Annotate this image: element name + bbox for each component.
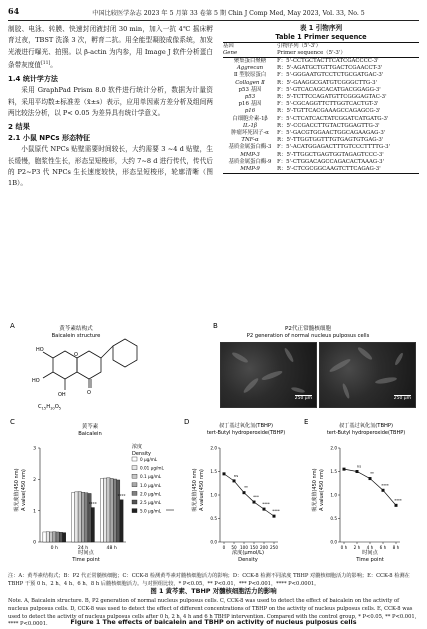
- x-tick-label: 100: [240, 545, 248, 550]
- figure-title-zh: 图 1 黄芩素、TBHP 对髓核细胞活力的影响: [150, 587, 277, 595]
- gene-cell: MMP-3: [240, 151, 260, 158]
- bar: [113, 479, 116, 542]
- y-tick-label: 0.0: [330, 539, 337, 545]
- significance-mark: ****: [272, 508, 280, 514]
- data-point: [253, 501, 256, 504]
- col-header-gene-en: Gene: [223, 50, 238, 56]
- y-tick-label: 0.5: [210, 516, 217, 522]
- table-row: [223, 144, 419, 151]
- panel-b: [213, 322, 370, 339]
- data-point: [233, 479, 236, 482]
- o-label-2: O: [74, 352, 78, 358]
- sequence-cell: R：5'-TTGGCTGAGTGGTAGAGTCCC-3': [277, 151, 384, 158]
- bar: [63, 533, 66, 542]
- gene-cell: MMP-9: [240, 166, 260, 173]
- significance-mark: ****: [88, 501, 97, 507]
- panel-e-title-en: tert-Butyl hydroperoxide(TBHP): [326, 430, 406, 436]
- sequence-cell: F：5'-CTCATCACTATCGGATCATGATG-3': [277, 115, 389, 122]
- x-tick-label: 2 h: [353, 545, 361, 550]
- panel-d: [184, 418, 285, 563]
- primer-table: [223, 42, 419, 174]
- gene-cell: Collagen Ⅱ: [235, 79, 265, 86]
- sequence-cell: F：5'-CGCAGGTTCTTGGTCACTGT-3': [277, 101, 379, 108]
- panel-e: [304, 418, 405, 563]
- bar: [78, 492, 81, 542]
- y-tick-label: 1.5: [210, 469, 217, 475]
- stats-paragraph: 采用 GraphPad Prism 8.0 软件进行统计分析，数据为计量资料，采用平均数±标准差（x̄±s）表示，应用单因素方差分析及组间两两比较法分析，以 P< 0.05 为差异具有统计学意义。: [8, 86, 213, 118]
- panel-b-letter: B: [213, 322, 218, 330]
- y-tick-label: 0.5: [330, 516, 337, 522]
- y-tick-label: 1.0: [210, 492, 217, 498]
- header-rule: [8, 20, 419, 21]
- oh-label-3: OH: [58, 392, 66, 398]
- data-point: [369, 477, 372, 480]
- data-point: [263, 508, 266, 511]
- y-tick-label: 0: [33, 540, 36, 546]
- panel-b-title-en: P2 generation of normal nucleus pulposus cells: [246, 333, 370, 339]
- legend-swatch: [132, 457, 137, 461]
- baicalein-structure: [43, 339, 137, 390]
- y-tick-label: 2: [33, 477, 36, 483]
- bar: [103, 478, 106, 542]
- scale-bar-left: 250 μm: [294, 396, 312, 401]
- sequence-cell: R：5'-TGTTCACGAAAGCCAGAGCG-3': [277, 108, 381, 115]
- table-row: [223, 80, 419, 87]
- panel-c-ylabel-en: A value(450 nm): [21, 469, 27, 511]
- gene-cell: p16: [244, 108, 256, 115]
- significance-mark: ****: [262, 501, 270, 507]
- oh-label-1: HO: [36, 347, 44, 353]
- sequence-cell: R：5'-TTGGTGGTTTGTGAGTGTGAG-3': [277, 137, 384, 144]
- legend-label: 0.01 μg/mL: [140, 465, 164, 471]
- bar: [75, 492, 78, 542]
- panel-d-xlabel-zh: 浓度(μmol/L): [231, 550, 265, 556]
- table-row: [223, 130, 419, 137]
- x-tick-label: 0 h: [50, 546, 58, 551]
- legend-title-en: Density: [132, 451, 152, 457]
- y-tick-label: 1: [33, 509, 36, 515]
- significance-mark: ***: [253, 494, 259, 500]
- panel-c-ylabel-zh: 吸光度值(450 nm): [14, 468, 20, 512]
- data-point: [343, 468, 346, 471]
- panel-c-letter: C: [10, 418, 15, 426]
- figure-title-en: Figure 1 The effects of baicalein and TBHP on activity of nucleus pulposus cells: [70, 618, 357, 626]
- legend-swatch: [132, 474, 137, 478]
- bar: [49, 532, 52, 542]
- gene-cell: Ⅱ 型胶原蛋白: [233, 72, 267, 79]
- bar: [110, 478, 113, 542]
- method-paragraph: [8, 24, 213, 72]
- gene-cell: p53 基因: [238, 86, 262, 93]
- bar: [56, 532, 59, 542]
- table-row: [223, 72, 419, 79]
- section-heading-results: 2 结果: [8, 122, 30, 132]
- x-tick-label: 0 h: [340, 545, 348, 550]
- gene-cell: 基质金属蛋白酶-9: [228, 158, 272, 165]
- left-column: [8, 24, 213, 190]
- legend-label: 2.5 μg/mL: [140, 500, 162, 505]
- legend-swatch: [132, 509, 137, 513]
- table-row: [223, 166, 419, 174]
- table-row: [223, 108, 419, 115]
- data-point: [356, 470, 359, 473]
- x-tick-label: 150: [250, 545, 258, 550]
- bar: [107, 478, 110, 542]
- gene-cell: Aggrecan: [236, 65, 264, 72]
- data-point: [243, 491, 246, 494]
- bar: [43, 532, 46, 542]
- sequence-cell: F：5'-GTCACAGCACATGACGGAGG-3': [277, 86, 381, 93]
- panel-e-xlabel-zh: 时间点: [362, 550, 378, 556]
- bar: [59, 532, 62, 542]
- significance-mark: ns: [356, 463, 362, 469]
- journal-header: 中国比较医学杂志 2023 年 5 月第 33 卷第 5 期 Chin J Comp Med, May 2023, Vol. 33, No. 5: [92, 10, 365, 17]
- x-tick-label: 8 h: [392, 545, 400, 550]
- sequence-cell: F：5'-ACATGGAGACTTTGTCCCTTTTG-3': [277, 144, 391, 151]
- figure-caption-en: Note. A, Baicalein structure. B, P2 generation of normal nucleus pulposus cells. C, CCK-8 was used to detect the effect of baicalein on the activity of nucleus pulposus cells. D, CCK-8 was used to detect the effect of different concentrations of TBHP on the activity of nucleus pulposus cells. E, CCK-8 was used to detect the activity of nucleus pulposus cells after 0 h, 2 h, 4 h and 6 h TBHP intervention. Compared with the control group, * P<0.05, ** P<0.001, **** P<0.0001.: [8, 598, 417, 628]
- bar: [81, 492, 84, 542]
- legend-swatch: [132, 483, 137, 487]
- legend-c: [132, 457, 174, 514]
- sequence-cell: F：5'-GACGTGGAACTGGCAGAAGAG-3': [277, 130, 386, 137]
- scale-bar-right: 250 μm: [393, 396, 411, 401]
- bar: [85, 493, 88, 542]
- table-row: [223, 152, 419, 159]
- figure-caption-zh: 注：A：黄芩素结构式；B：P2 代正常髓核细胞；C：CCK-8 检测黄芩素对髓核细胞活力的影响；D：CCK-8 检测不同浓度 TBHP 对髓核细胞活力的影响；E：CCK-8 检测在 TBHP 干预 0 h、2 h、4 h、6 h、8 h 后髓核细胞活力。与对照组比较，* P<0.05，** P<0.01，*** P<0.001，**** P<0.0001。: [8, 573, 410, 587]
- significance-mark: ****: [381, 482, 389, 488]
- bar: [53, 532, 56, 542]
- series-line: [224, 474, 274, 516]
- sequence-cell: F：5'-GGGAATGTCCTCTGCGATGAC-3': [277, 72, 384, 79]
- table-header-row: [223, 43, 419, 58]
- legend-swatch: [132, 466, 137, 470]
- sequence-cell: R：5'-GAAGGCGATGTCGGGCTTG-3': [277, 79, 378, 86]
- x-tick-label: 6 h: [379, 545, 387, 550]
- panel-b-title-zh: P2代正常髓核细胞: [284, 326, 332, 332]
- data-point: [273, 515, 276, 518]
- chart-d: [210, 446, 280, 550]
- sequence-cell: R：5'-AGATGCTGTTGACTCGAACCT-3': [277, 65, 383, 72]
- gene-cell: p16 基因: [238, 101, 262, 108]
- panel-e-title-zh: 叔丁基过氧化氢(TBHP): [338, 423, 394, 429]
- micrograph-right: [319, 342, 416, 408]
- sequence-cell: R：5'-CTCGCGGCAAGTCTTCAGAG-3': [277, 166, 381, 173]
- panel-d-ylabel-en: A value(450 nm): [199, 469, 205, 511]
- sequence-cell: R：5'-CCGACCTTGTACTGGAGTTG-3': [277, 122, 380, 129]
- o-label-1: O: [87, 390, 91, 396]
- gene-cell: 白细胞介素-1β: [232, 115, 268, 122]
- gene-cell: 肿瘤坏死因子-α: [231, 130, 269, 137]
- panel-c: [10, 418, 174, 563]
- sequence-cell: F：5'-CCTGCTACTTCATCGACCCC-3': [277, 58, 379, 64]
- bar: [120, 500, 123, 542]
- x-tick-label: 24 h: [77, 546, 89, 551]
- bar: [117, 480, 120, 542]
- x-tick-label: 200: [260, 545, 268, 550]
- panel-c-xlabel-zh: 时间点: [78, 550, 94, 556]
- legend-label: 1.0 μg/mL: [140, 482, 162, 488]
- gene-cell: 聚集蛋白聚糖: [233, 58, 267, 64]
- panel-e-ylabel-en: A value(450 nm): [319, 469, 325, 511]
- results-paragraph: 小鼠原代 NPCs 贴壁需要时间较长，大约需要 3 ~4 d 贴壁，生长缓慢，胞浆性生长，形态呈短梭形，大约 7~8 d 进行传代，传代后的 P2~P3 代 NPCs 生长速度较快，形态呈短梭形，轮廓清晰（图 1B）。: [8, 145, 213, 188]
- chart-c: [33, 446, 126, 551]
- legend-title-zh: 浓度: [132, 444, 143, 450]
- table-row: [223, 101, 419, 108]
- legend-swatch: [132, 500, 137, 504]
- primer-table-block: [223, 24, 419, 174]
- significance-mark: **: [370, 470, 374, 476]
- legend-label: 5.0 μg/mL: [140, 508, 162, 514]
- panel-a-title-en: Baicalein structure: [51, 333, 101, 339]
- table-row: [223, 159, 419, 166]
- panel-d-ylabel-zh: 吸光度值(450 nm): [192, 468, 198, 512]
- x-tick-label: 250: [270, 545, 278, 550]
- y-tick-label: 1.5: [330, 469, 337, 475]
- significance-mark: ns: [233, 472, 239, 478]
- bar: [91, 508, 94, 542]
- formula: $C_{15}H_{10}O_5$: [38, 404, 62, 411]
- col-header-seq-en: Primer sequence（5'-3'）: [277, 50, 346, 56]
- col-header-seq: [277, 43, 419, 58]
- figure-1: [8, 320, 419, 628]
- panel-a: [10, 322, 137, 411]
- x-tick-label: 48 h: [106, 546, 117, 551]
- running-header: [8, 6, 419, 18]
- y-tick-label: 2.0: [210, 445, 217, 451]
- table-title-zh: 表 1 引物序列: [299, 24, 343, 32]
- significance-mark: **: [244, 484, 248, 490]
- legend-swatch: [132, 491, 137, 495]
- panel-e-letter: E: [304, 418, 309, 426]
- chart-e: [330, 446, 402, 550]
- data-point: [395, 504, 398, 507]
- y-tick-label: 3: [33, 446, 36, 452]
- table-row: [223, 116, 419, 123]
- gene-cell: TNF-α: [241, 137, 259, 144]
- gene-cell: p53: [244, 94, 256, 101]
- method-text-end: 。: [50, 61, 57, 70]
- col-header-seq-zh: 引物序列（5'-3'）: [277, 43, 322, 49]
- sequence-cell: R：5'-TCTTCCAGATGTTCGGGAGTAC-3': [277, 94, 387, 101]
- method-text: 制胶、电泳、转膜、快速封闭液封闭 30 min，加入一抗 4℃ 摇床孵育过夜，TBST 洗涤 3 次，孵育二抗。用全能型凝胶成像系统，加发光液进行曝光、拍照。以 β-actin 为内参，用 Image J 软件分析蛋白条带灰度值: [8, 25, 213, 70]
- x-tick-label: 4 h: [366, 545, 374, 550]
- y-tick-label: 2.0: [330, 445, 337, 451]
- y-tick-label: 1.0: [330, 492, 337, 498]
- section-heading-stats: 1.4 统计学方法: [8, 74, 58, 83]
- gene-cell: IL-1β: [242, 122, 258, 129]
- panel-e-ylabel-zh: 吸光度值(450 nm): [312, 468, 318, 512]
- bar: [46, 532, 49, 542]
- micrograph-left: [220, 342, 317, 408]
- panel-d-xlabel-en: Density: [238, 557, 258, 563]
- panel-c-title-zh: 黄芩素: [81, 424, 99, 430]
- panel-a-letter: A: [10, 322, 15, 330]
- significance-mark: ****: [117, 493, 126, 499]
- x-tick-label: 50: [231, 545, 237, 550]
- gene-cell: 基质金属蛋白酶-3: [228, 144, 272, 151]
- table-row: [223, 58, 419, 66]
- bar: [72, 492, 75, 542]
- table-row: [223, 87, 419, 94]
- panel-d-title-zh: 叔丁基过氧化氢(TBHP): [218, 423, 274, 429]
- legend-label: 0.1 μg/mL: [140, 474, 162, 480]
- col-header-gene: [223, 43, 277, 58]
- data-point: [223, 472, 226, 475]
- legend-label: 2.0 μg/mL: [140, 491, 162, 497]
- page-number: 64: [8, 6, 20, 16]
- panel-d-letter: D: [184, 418, 190, 426]
- legend-label: 0 μg/mL: [140, 457, 158, 462]
- panel-a-title-zh: 黄芩素结构式: [59, 326, 93, 332]
- legend-significance: ****: [166, 508, 174, 514]
- panel-e-xlabel-en: Time point: [356, 557, 384, 563]
- citation: [11]: [40, 61, 51, 67]
- panel-c-xlabel-en: Time point: [72, 557, 100, 563]
- table-row: [223, 123, 419, 130]
- panel-d-title-en: tert-Butyl hydroperoxide(TBHP): [206, 430, 286, 436]
- data-point: [382, 489, 385, 492]
- table-title-en: Table 1 Primer sequence: [275, 33, 367, 41]
- section-heading-2-1: 2.1 小鼠 NPCs 形态特征: [8, 133, 91, 142]
- significance-mark: ****: [394, 497, 402, 503]
- sequence-cell: F：5'-CTGGACAGCCAGACACTAAAG-3': [277, 158, 385, 165]
- panel-c-title-en: Baicalein: [78, 431, 102, 437]
- x-tick-label: 0: [222, 545, 226, 550]
- y-tick-label: 0.0: [210, 539, 217, 545]
- oh-label-2: HO: [32, 378, 40, 384]
- bar: [100, 479, 103, 542]
- col-header-gene-zh: 基因: [223, 43, 234, 49]
